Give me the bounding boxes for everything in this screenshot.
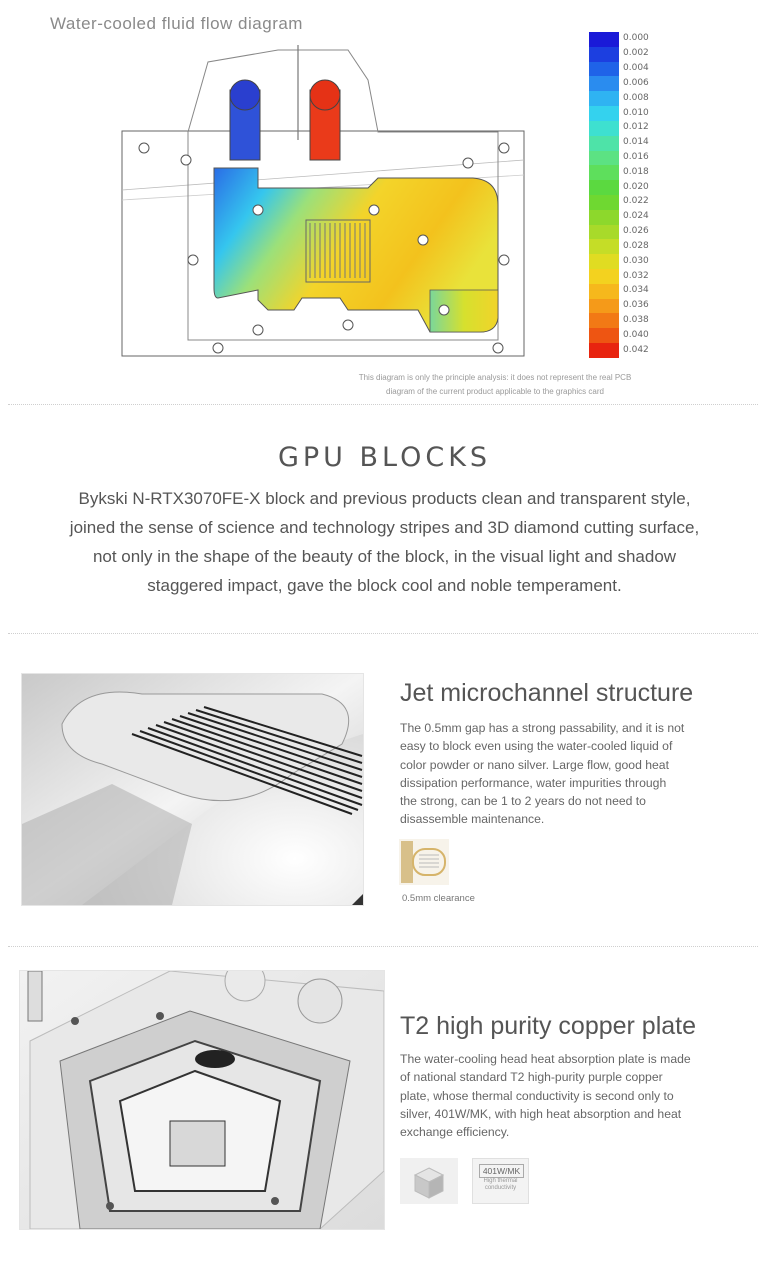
scale-label: 0.016 [623,151,649,162]
microchannel-photo [21,673,364,906]
jet-desc-line: disassemble maintenance. [400,812,545,827]
jet-title: Jet microchannel structure [400,679,694,707]
scale-label: 0.042 [623,344,649,355]
scale-swatch [589,313,619,328]
scale-swatch [589,269,619,284]
scale-label: 0.002 [623,48,649,59]
scale-swatch [589,284,619,299]
scale-label: 0.008 [623,92,649,103]
gpu-blocks-title: GPU BLOCKS [277,442,492,473]
conductivity-label-1: High thermal [483,1178,518,1184]
scale-label: 0.018 [623,166,649,177]
scale-swatch [589,62,619,77]
scale-swatch [589,299,619,314]
copper-plate-photo [19,970,385,1230]
scale-swatch [589,343,619,358]
scale-label: 0.038 [623,314,649,325]
scale-swatch [589,32,619,47]
gpu-desc-line: not only in the shape of the beauty of the block, in the visual light and shadow [92,547,677,566]
scale-swatch [589,106,619,121]
conductivity-label-2: conductivity [484,1185,517,1191]
scale-swatch [589,180,619,195]
copper-desc-line: The water-cooling head heat absorption plate is made [400,1052,691,1066]
scale-swatch [589,121,619,136]
scale-label: 0.028 [623,240,649,251]
scale-swatch [589,91,619,106]
jet-desc-line: color powder or nano silver. Large flow, good heat [400,757,669,772]
scale-swatch [589,47,619,62]
copper-title: T2 high purity copper plate [400,1012,697,1040]
scale-label: 0.030 [623,255,649,266]
jet-desc-line: The 0.5mm gap has a strong passability, and it is not [400,721,685,735]
scale-swatch [589,151,619,166]
scale-label: 0.024 [623,211,649,222]
scale-swatch [589,254,619,269]
scale-swatch [589,165,619,180]
scale-label: 0.034 [623,285,649,296]
section-divider [8,404,758,405]
scale-label: 0.020 [623,181,649,192]
scale-label: 0.014 [623,137,649,148]
disclaimer-line-2: diagram of the current product applicable to the graphics card [386,387,604,396]
copper-desc-line: exchange efficiency. [400,1125,510,1140]
scale-swatch [589,225,619,240]
scale-label: 0.022 [623,196,649,207]
scale-swatch [589,76,619,91]
scale-label: 0.040 [623,329,649,340]
clearance-icon [399,839,449,885]
disclaimer-line-1: This diagram is only the principle analysis: it does not represent the real PCB [358,373,632,382]
jet-desc-line: dissipation performance, water impurities through [400,775,667,790]
scale-label: 0.004 [623,63,649,74]
clearance-caption: 0.5mm clearance [402,893,475,904]
gpu-desc-line: joined the sense of science and technology stripes and 3D diamond cutting surface, [69,518,700,537]
scale-swatch [589,195,619,210]
scale-swatch [589,328,619,343]
gpu-blocks-description [20,484,749,600]
section-divider [8,946,758,947]
flow-color-scale [589,32,619,358]
scale-label: 0.012 [623,122,649,133]
scale-label: 0.036 [623,300,649,311]
jet-desc-line: easy to block even using the water-cooled liquid of [400,739,673,754]
scale-label: 0.006 [623,77,649,88]
copper-desc-line: silver, 401W/MK, with high heat absorption and heat [400,1106,682,1121]
copper-desc-line: of national standard T2 high-purity purple copper [400,1070,663,1085]
scale-swatch [589,210,619,225]
conductivity-badge [472,1158,529,1204]
flow-disclaimer [330,371,660,399]
section-divider [8,633,758,634]
scale-swatch [589,239,619,254]
scale-label: 0.026 [623,226,649,237]
jet-description [400,719,735,829]
copper-cube-icon [400,1158,458,1204]
copper-desc-line: plate, whose thermal conductivity is second only to [400,1088,674,1103]
scale-label: 0.010 [623,107,649,118]
scale-label: 0.032 [623,270,649,281]
jet-desc-line: the strong, can be 1 to 2 years do not need to [400,794,646,809]
gpu-desc-line: Bykski N-RTX3070FE-X block and previous products clean and transparent style, [78,489,691,508]
copper-description [400,1050,735,1141]
scale-swatch [589,136,619,151]
flow-diagram-title: Water-cooled fluid flow diagram [50,14,303,33]
flow-diagram-image [118,40,528,370]
conductivity-value: 401W/MK [479,1164,524,1178]
gpu-desc-line: staggered impact, gave the block cool and noble temperament. [147,576,622,595]
scale-label: 0.000 [623,33,649,44]
